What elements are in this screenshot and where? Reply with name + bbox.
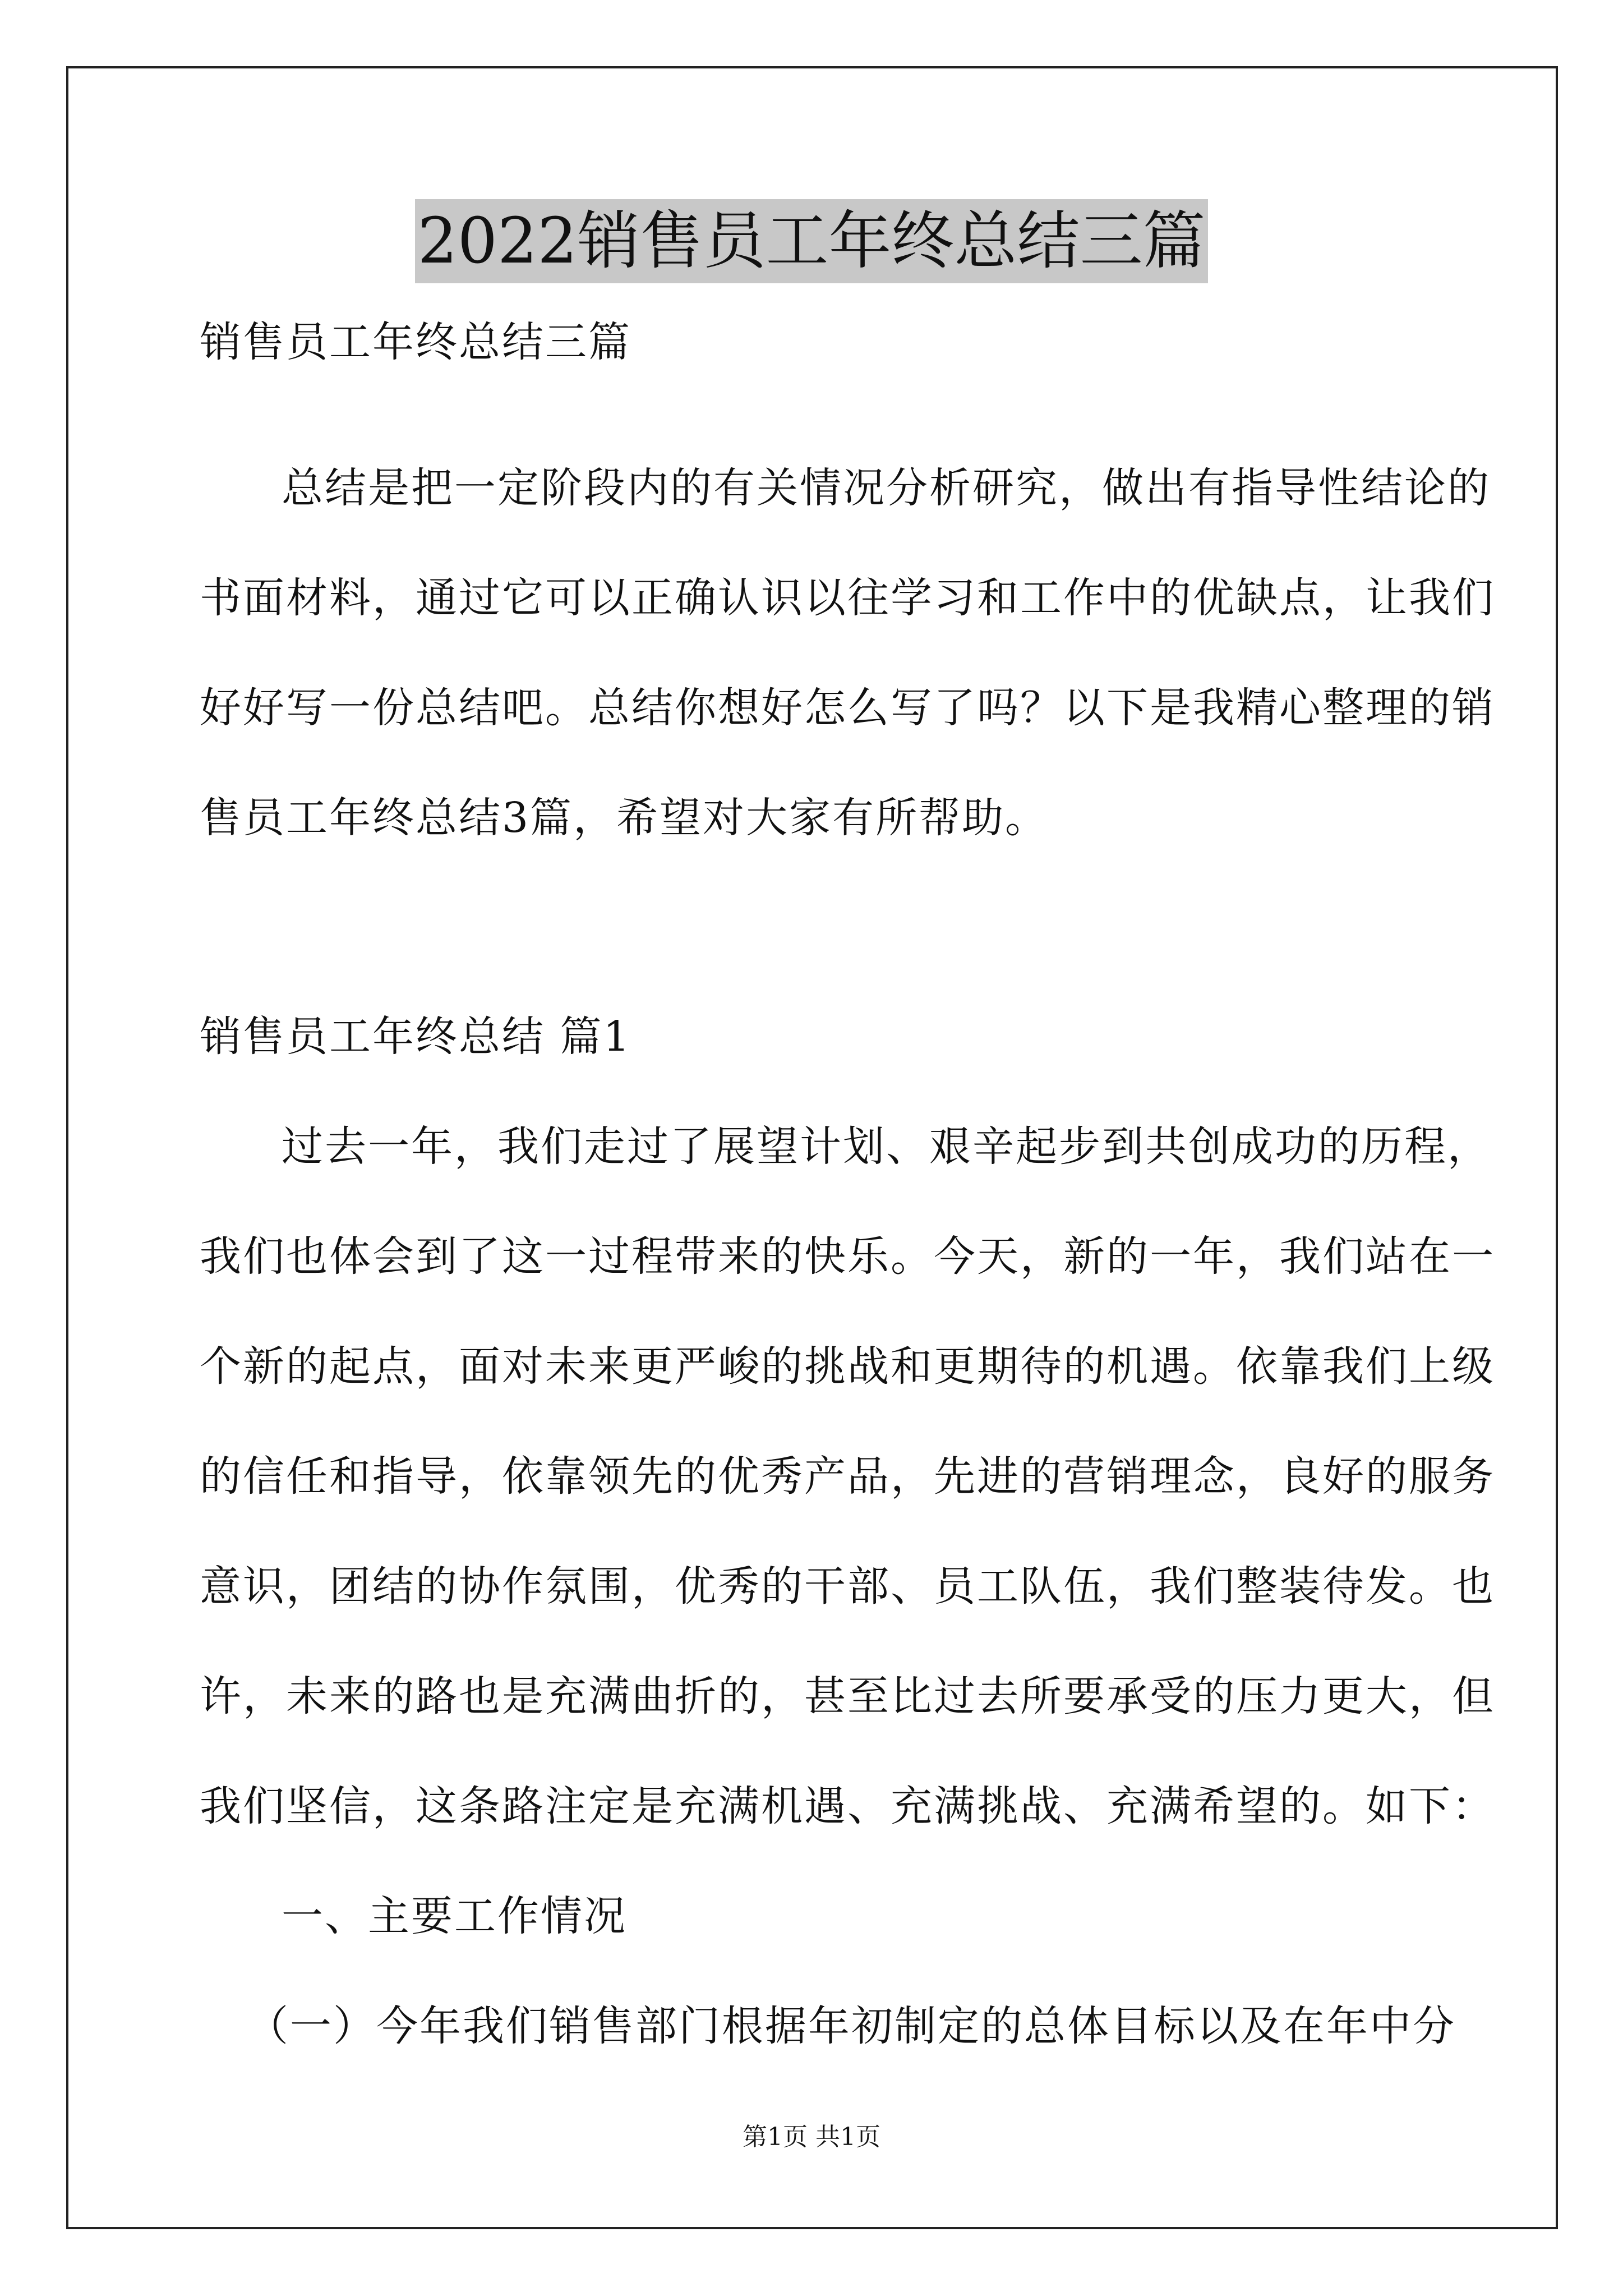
body-line-3: 个新的起点，面对未来更严峻的挑战和更期待的机遇。依靠我们上级: [200, 1342, 1495, 1391]
body-line-5: 意识，团结的协作氛围，优秀的干部、员工队伍，我们整装待发。也: [200, 1562, 1495, 1611]
intro-line-2: 书面材料，通过它可以正确认识以往学习和工作中的优缺点，让我们: [200, 574, 1495, 622]
body-line-8: （一）今年我们销售部门根据年初制定的总体目标以及在年中分: [247, 2002, 1456, 2050]
subtitle: 销售员工年终总结三篇: [200, 318, 631, 366]
title-container: [0, 199, 1623, 283]
intro-line-4: 售员工年终总结3篇，希望对大家有所帮助。: [200, 794, 1049, 842]
subheading: 一、主要工作情况: [282, 1892, 627, 1940]
document-title: 2022销售员工年终总结三篇: [415, 199, 1207, 283]
section-heading: 销售员工年终总结 篇1: [200, 1013, 631, 1061]
body-line-1: 过去一年，我们走过了展望计划、艰辛起步到共创成功的历程，: [282, 1122, 1491, 1171]
body-line-4: 的信任和指导，依靠领先的优秀产品，先进的营销理念，良好的服务: [200, 1452, 1495, 1501]
intro-line-3: 好好写一份总结吧。总结你想好怎么写了吗？以下是我精心整理的销: [200, 684, 1495, 732]
intro-line-1: 总结是把一定阶段内的有关情况分析研究，做出有指导性结论的: [282, 464, 1491, 512]
body-line-6: 许，未来的路也是充满曲折的，甚至比过去所要承受的压力更大，但: [200, 1672, 1495, 1720]
body-line-2: 我们也体会到了这一过程带来的快乐。今天，新的一年，我们站在一: [200, 1232, 1495, 1281]
page-footer: 第1页 共1页: [743, 2123, 880, 2151]
body-line-7: 我们坚信，这条路注定是充满机遇、充满挑战、充满希望的。如下：: [200, 1782, 1495, 1830]
